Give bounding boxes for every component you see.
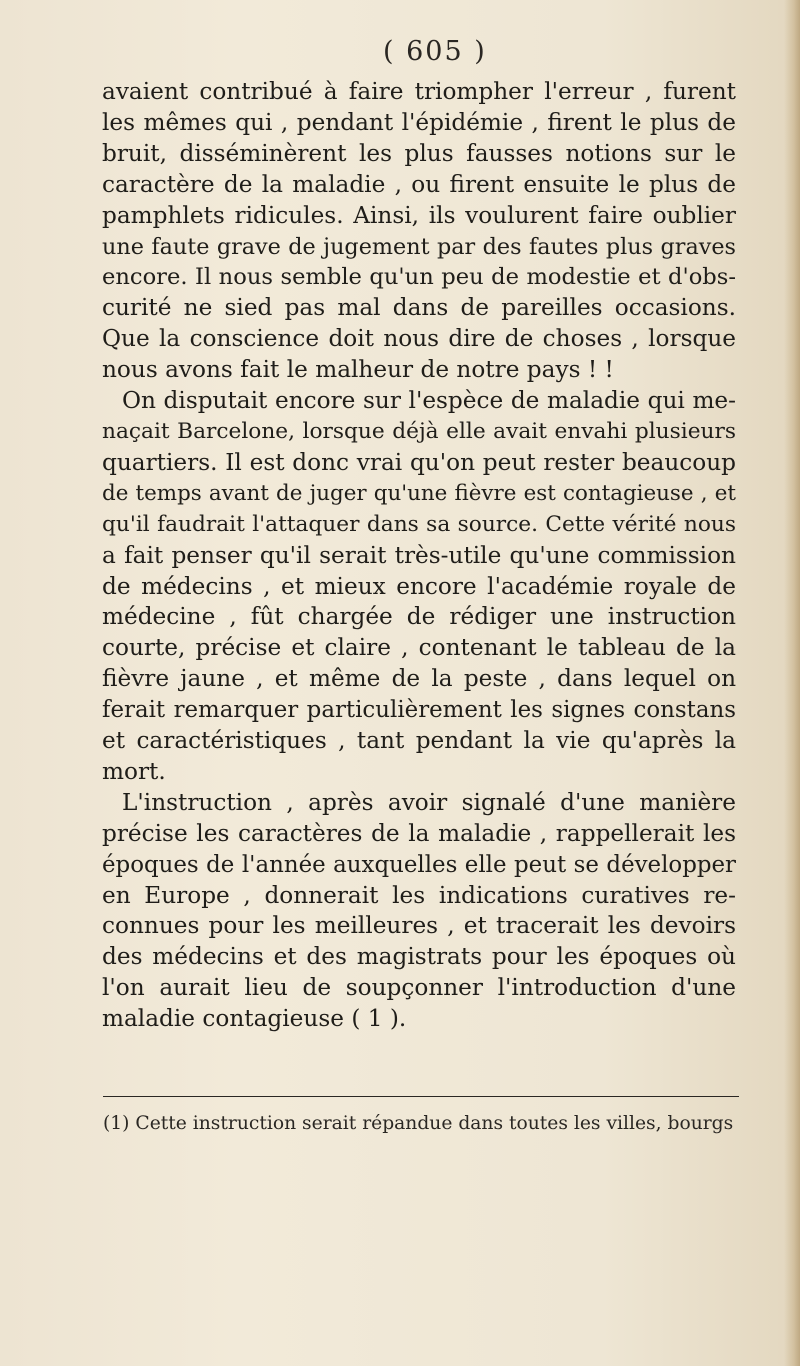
text-line: époques de l'année auxquelles elle peut se développer <box>102 851 736 878</box>
text-line: des médecins et des magistrats pour les époques où <box>102 943 736 971</box>
text-line: les mêmes qui , pendant l'épidémie , firent le plus de <box>102 108 736 136</box>
footnote-divider <box>103 1096 739 1097</box>
text-line: et caractéristiques , tant pendant la vie qu'après la <box>102 727 736 755</box>
text-line: caractère de la maladie , ou firent ensuite le plus de <box>102 170 736 198</box>
text-line: encore. Il nous semble qu'un peu de modestie et d'obs- <box>102 264 736 291</box>
text-line: curité ne sied pas mal dans de pareilles occasions. <box>102 294 736 322</box>
text-line: On disputait encore sur l'espèce de maladie qui me- <box>122 387 736 415</box>
text-line: naçait Barcelone, lorsque déjà elle avait envahi plusieurs <box>102 418 736 444</box>
text-line: médecine , fût chargée de rédiger une instruction <box>102 603 736 631</box>
page-number: ( 605 ) <box>383 36 487 67</box>
text-line: qu'il faudrait l'attaquer dans sa source. Cette vérité nous <box>102 511 736 537</box>
text-line: l'on aurait lieu de soupçonner l'introduction d'une <box>102 974 736 1002</box>
text-line: courte, précise et claire , contenant le tableau de la <box>102 634 736 662</box>
text-line: a fait penser qu'il serait très-utile qu'une commission <box>102 541 736 569</box>
text-line: une faute grave de jugement par des fautes plus graves <box>102 233 736 260</box>
text-line: bruit, disséminèrent les plus fausses notions sur le <box>102 139 736 167</box>
page-edge-shadow <box>784 0 800 1366</box>
text-line: ferait remarquer particulièrement les signes constans <box>102 697 736 724</box>
paragraph-1 <box>102 77 736 386</box>
text-line: de médecins , et mieux encore l'académie royale de <box>102 572 736 600</box>
text-line: mort. <box>102 757 166 785</box>
text-line: connues pour les meilleures , et tracerait les devoirs <box>102 912 736 940</box>
text-line: en Europe , donnerait les indications curatives re- <box>102 881 736 909</box>
text-line: L'instruction , après avoir signalé d'une manière <box>122 788 736 816</box>
footnote: (1) Cette instruction serait répandue dans toutes les villes, bourgs <box>103 1113 734 1134</box>
text-line: avaient contribué à faire triompher l'erreur , furent <box>102 78 736 105</box>
text-line: nous avons fait le malheur de notre pays ! ! <box>102 356 614 384</box>
paragraph-2 <box>102 386 736 788</box>
body-text <box>102 77 736 1035</box>
text-line: quartiers. Il est donc vrai qu'on peut rester beaucoup <box>102 448 736 476</box>
text-line: précise les caractères de la maladie , rappellerait les <box>102 819 736 847</box>
text-line: de temps avant de juger qu'une fièvre est contagieuse , et <box>102 480 736 506</box>
text-line: pamphlets ridicules. Ainsi, ils voulurent faire oublier <box>102 201 736 229</box>
paragraph-3 <box>102 788 736 1035</box>
text-line: fièvre jaune , et même de la peste , dans lequel on <box>102 665 736 693</box>
text-line: Que la conscience doit nous dire de choses , lorsque <box>102 325 736 353</box>
text-line: maladie contagieuse ( 1 ). <box>102 1005 407 1033</box>
